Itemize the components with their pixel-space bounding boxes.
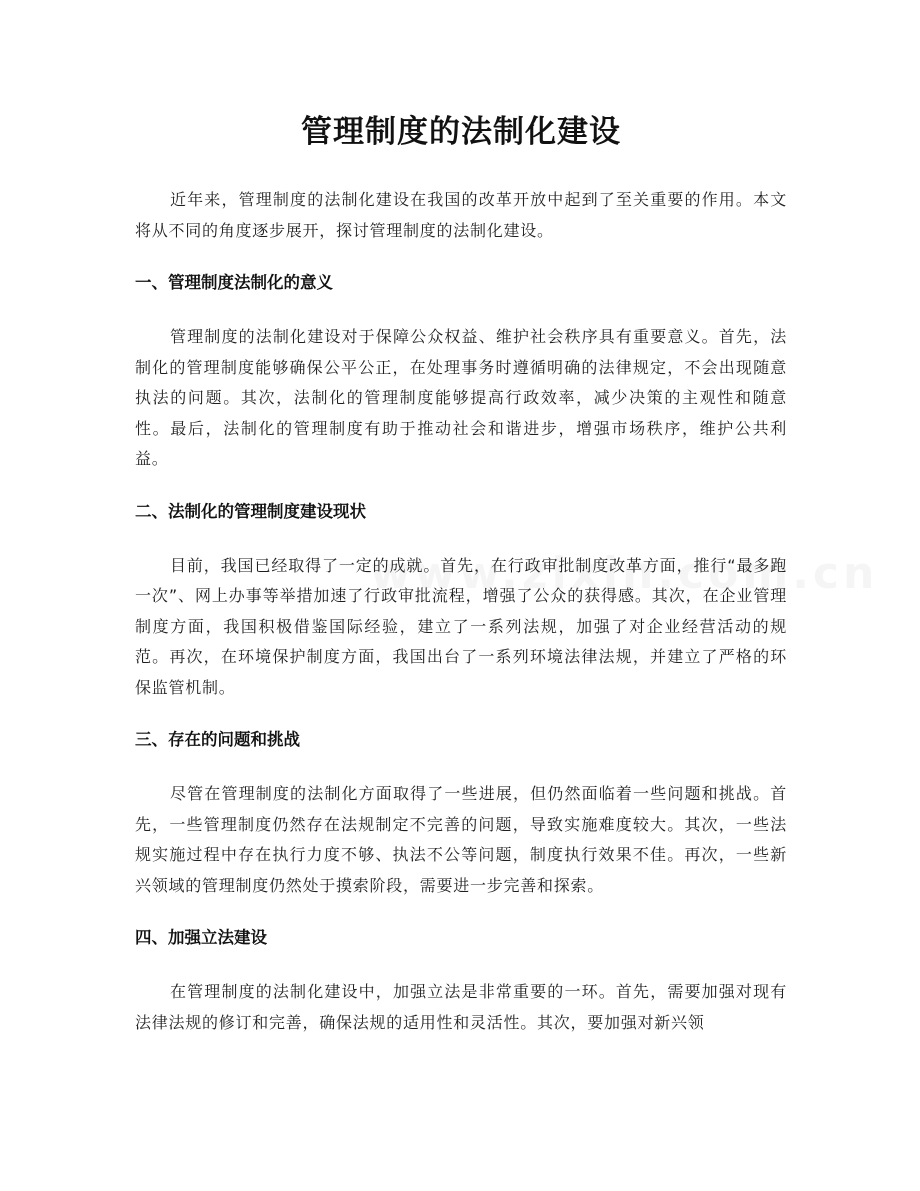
intro-paragraph: 近年来，管理制度的法制化建设在我国的改革开放中起到了至关重要的作用。本文将从不同的角度逐步展开，探讨管理制度的法制化建设。 — [135, 190, 787, 240]
section-heading: 三、存在的问题和挑战 — [135, 730, 300, 749]
section-paragraph: 在管理制度的法制化建设中，加强立法是非常重要的一环。首先，需要加强对现有法律法规的修订和完善，确保法规的适用性和灵活性。其次，要加强对新兴领 — [135, 982, 787, 1032]
section-significance — [135, 268, 787, 475]
section-legislation — [135, 923, 787, 1038]
section-heading: 四、加强立法建设 — [135, 928, 267, 947]
section-heading: 二、法制化的管理制度建设现状 — [135, 501, 366, 521]
document-title: 管理制度的法制化建设 — [301, 114, 621, 150]
section-heading: 一、管理制度法制化的意义 — [135, 273, 333, 292]
section-paragraph: 尽管在管理制度的法制化方面取得了一些进展，但仍然面临着一些问题和挑战。首先，一些管理制度仍然存在法规制定不完善的问题，导致实施难度较大。其次，一些法规实施过程中存在执行力度不够、执法不公等问题，制度执行效果不佳。再次，一些新兴领域的管理制度仍然处于摸索阶段，需要进一步完善和探索。 — [135, 784, 787, 895]
section-current-status — [135, 497, 787, 704]
section-paragraph: 目前，我国已经取得了一定的成就。首先，在行政审批制度改革方面，推行“最多跑一次”、网上办事等举措加速了行政审批流程，增强了公众的获得感。其次，在企业管理制度方面，我国积极借鉴国际经验，建立了一系列法规，加强了对企业经营活动的规范。再次，在环境保护制度方面，我国出台了一系列环境法律法规，并建立了严格的环保监管机制。 — [135, 555, 787, 697]
section-problems — [135, 725, 787, 901]
section-paragraph: 管理制度的法制化建设对于保障公众权益、维护社会秩序具有重要意义。首先，法制化的管理制度能够确保公平公正，在处理事务时遵循明确的法律规定，不会出现随意执法的问题。其次，法制化的管理制度能够提高行政效率，减少决策的主观性和随意性。最后，法制化的管理制度有助于推动社会和谐进步，增强市场秩序，维护公共利益。 — [135, 327, 787, 468]
